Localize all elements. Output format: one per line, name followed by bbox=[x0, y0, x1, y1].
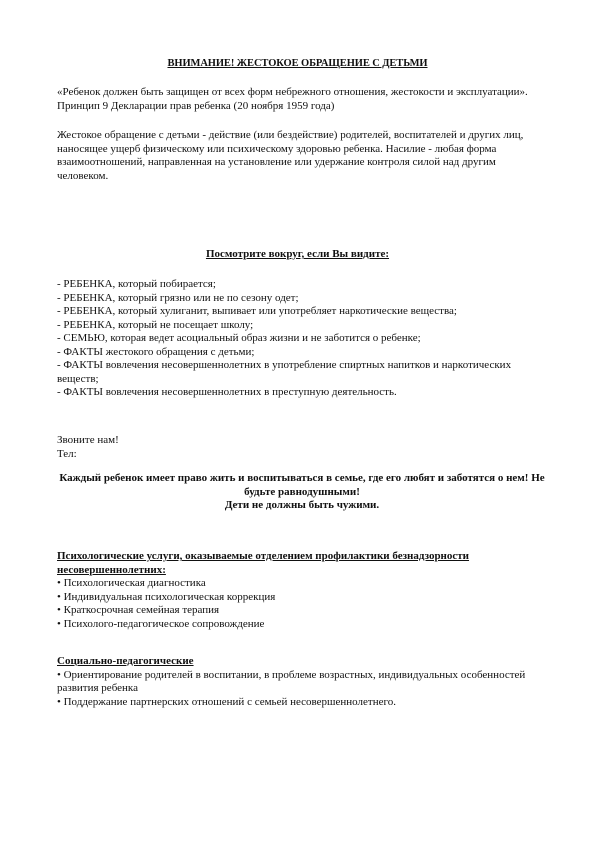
social-pedagogical-services bbox=[57, 655, 547, 709]
page-title: ВНИМАНИЕ! ЖЕСТОКОЕ ОБРАЩЕНИЕ С ДЕТЬМИ bbox=[167, 58, 428, 69]
signs-list bbox=[57, 278, 547, 400]
phone-label: Тел: bbox=[57, 447, 77, 460]
social-heading: Социально-педагогические bbox=[57, 655, 194, 667]
list-item: • Психологическая диагностика bbox=[57, 577, 206, 589]
intro-quote: «Ребенок должен быть защищен от всех форм небрежного отношения, жестокости и эксплуатации». Принцип 9 Декларации прав ребенка (20 ноября 1959 года) bbox=[57, 86, 528, 112]
list-item: • Поддержание партнерских отношений с семьей несовершеннолетнего. bbox=[57, 695, 396, 708]
list-item: - РЕБЕНКА, который хулиганит, выпивает или употребляет наркотические вещества; bbox=[57, 305, 457, 317]
contact-block bbox=[57, 434, 547, 461]
list-item: - РЕБЕНКА, который грязно или не по сезону одет; bbox=[57, 291, 299, 304]
look-around-heading: Посмотрите вокруг, если Вы видите: bbox=[205, 248, 390, 260]
definition-paragraph: Жестокое обращение с детьми - действие (или бездействие) родителей, воспитателей и других лиц, наносящее ущерб физическому или психическому здоровью ребенка. Насилие - любая форма взаимоотношений, направленная на установление или удержание контроля силой над другим человеком. bbox=[57, 129, 524, 182]
list-item: - ФАКТЫ вовлечения несовершеннолетних в употребление спиртных напитков и наркотических веществ; bbox=[57, 359, 512, 385]
list-item: - ФАКТЫ жестокого обращения с детьми; bbox=[57, 345, 255, 358]
services-heading: Психологические услуги, оказываемые отделением профилактики безнадзорности несовершеннолетних: bbox=[57, 550, 470, 576]
list-item: - СЕМЬЮ, которая ведет асоциальный образ жизни и не заботится о ребенке; bbox=[57, 332, 421, 344]
psychological-services bbox=[57, 550, 547, 631]
list-item: - РЕБЕНКА, который побирается; bbox=[57, 278, 216, 290]
appeal-line: Дети не должны быть чужими. bbox=[224, 499, 380, 511]
list-item: • Индивидуальная психологическая коррекция bbox=[57, 590, 276, 603]
list-item: • Психолого-педагогическое сопровождение bbox=[57, 617, 265, 630]
list-item: • Ориентирование родителей в воспитании, в проблеме возрастных, индивидуальных особенностей развития ребенка bbox=[57, 668, 526, 694]
call-us-text: Звоните нам! bbox=[57, 434, 119, 446]
appeal-block bbox=[57, 472, 547, 513]
list-item: - РЕБЕНКА, который не посещает школу; bbox=[57, 318, 254, 331]
appeal-line: Каждый ребенок имеет право жить и воспитываться в семье, где его любят и заботятся о нем! Не будьте равнодушными! bbox=[59, 472, 545, 498]
list-item: - ФАКТЫ вовлечения несовершеннолетних в преступную деятельность. bbox=[57, 386, 397, 398]
list-item: • Краткосрочная семейная терапия bbox=[57, 604, 220, 616]
